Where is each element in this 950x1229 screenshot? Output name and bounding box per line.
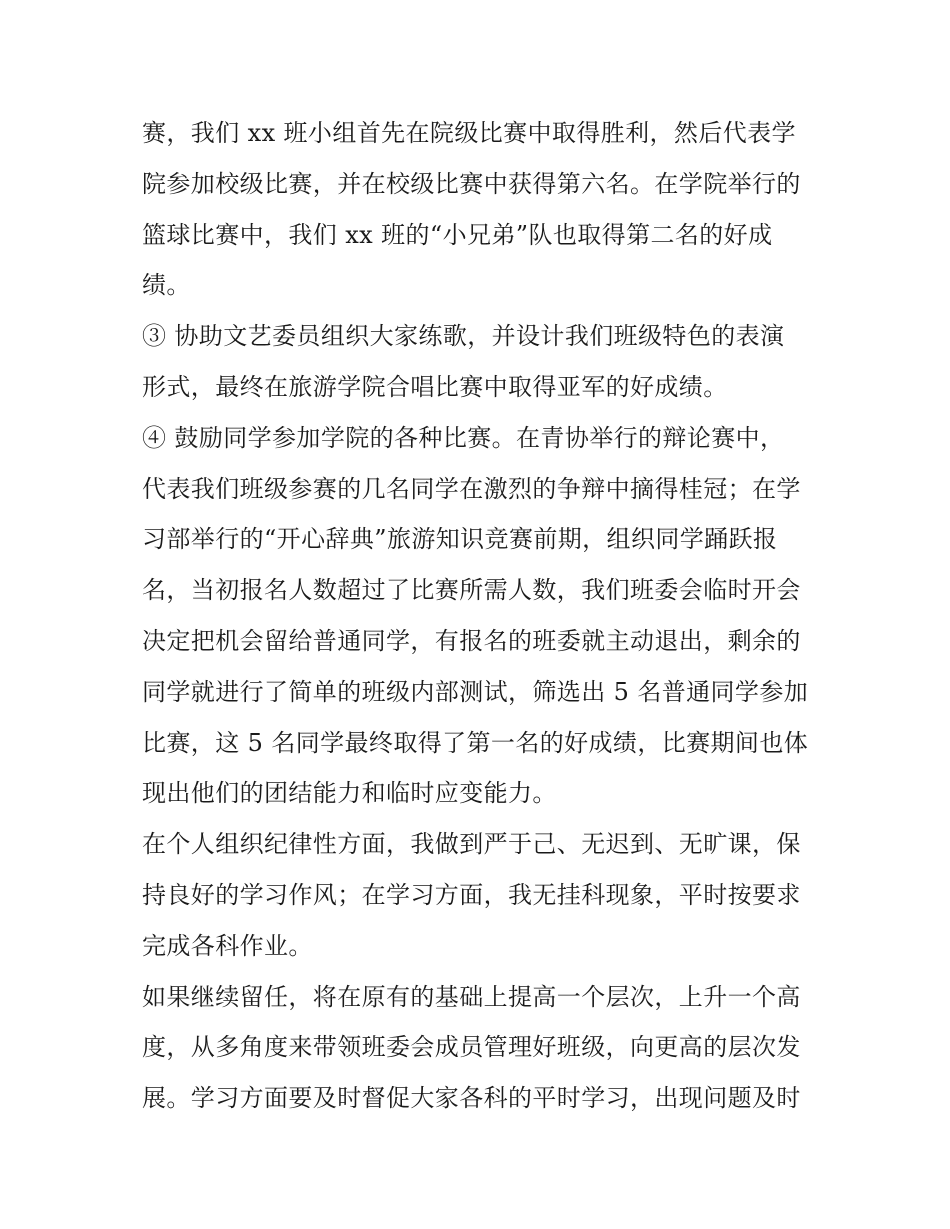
text-line: 赛，我们 xx 班小组首先在院级比赛中取得胜利，然后代表学 bbox=[142, 119, 796, 147]
text-line: 绩。 bbox=[142, 271, 191, 300]
text-line: 现出他们的团结能力和临时应变能力。 bbox=[142, 779, 557, 808]
text-line: 代表我们班级参赛的几名同学在激烈的争辩中摘得桂冠；在学 bbox=[142, 474, 801, 503]
text-line: 院参加校级比赛，并在校级比赛中获得第六名。在学院举行的 bbox=[142, 169, 801, 198]
text-line: 在个人组织纪律性方面，我做到严于己、无迟到、无旷课，保 bbox=[142, 830, 801, 859]
text-line: 展。学习方面要及时督促大家各科的平时学习，出现问题及时 bbox=[142, 1084, 801, 1113]
text-line: 持良好的学习作风；在学习方面，我无挂科现象，平时按要求 bbox=[142, 880, 801, 909]
text-line: 名，当初报名人数超过了比赛所需人数，我们班委会临时开会 bbox=[142, 576, 801, 605]
text-line: 比赛，这 5 名同学最终取得了第一名的好成绩，比赛期间也体 bbox=[142, 728, 809, 757]
text-line: 形式，最终在旅游学院合唱比赛中取得亚军的好成绩。 bbox=[142, 372, 728, 401]
text-line: 决定把机会留给普通同学，有报名的班委就主动退出，剩余的 bbox=[142, 626, 801, 655]
text-line: ④ 鼓励同学参加学院的各种比赛。在青协举行的辩论赛中， bbox=[142, 423, 785, 452]
document-body bbox=[142, 108, 822, 1124]
text-line: 习部举行的“开心辞典”旅游知识竞赛前期，组织同学踊跃报 bbox=[142, 525, 778, 554]
text-line: 如果继续留任，将在原有的基础上提高一个层次，上升一个高 bbox=[142, 982, 801, 1011]
text-line: 完成各科作业。 bbox=[142, 931, 313, 960]
text-line: 篮球比赛中，我们 xx 班的“小兄弟”队也取得第二名的好成 bbox=[142, 220, 773, 249]
text-line: 同学就进行了简单的班级内部测试，筛选出 5 名普通同学参加 bbox=[142, 677, 809, 706]
text-line: ③ 协助文艺委员组织大家练歌，并设计我们班级特色的表演 bbox=[142, 322, 785, 351]
text-line: 度，从多角度来带领班委会成员管理好班级，向更高的层次发 bbox=[142, 1033, 801, 1062]
